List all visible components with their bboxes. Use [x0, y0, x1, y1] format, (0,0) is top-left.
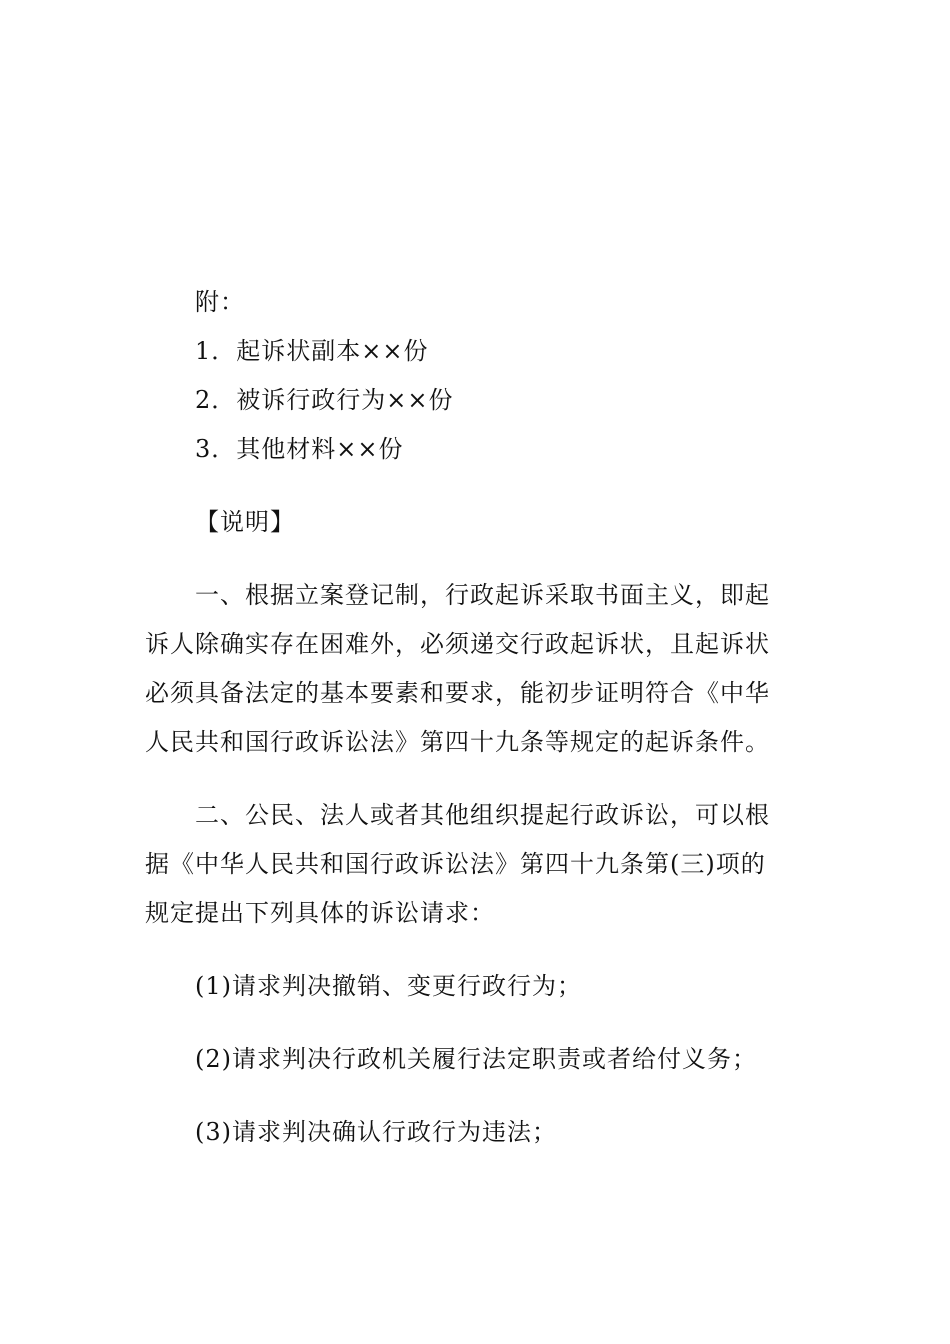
attachment-item: 2．被诉行政行为××份 [195, 386, 454, 414]
attachment-item: 3．其他材料××份 [195, 435, 404, 463]
request-item: (2)请求判决行政机关履行法定职责或者给付义务； [195, 1045, 757, 1073]
paragraph-line: 据《中华人民共和国行政诉讼法》第四十九条第(三)项的 [145, 850, 766, 878]
attachment-item: 1．起诉状副本××份 [195, 337, 429, 365]
request-item: (1)请求判决撤销、变更行政行为； [195, 972, 582, 1000]
attachments-heading: 附： [195, 288, 245, 316]
paragraph-line: 诉人除确实存在困难外，必须递交行政起诉状，且起诉状 [145, 630, 770, 658]
paragraph-line: 人民共和国行政诉讼法》第四十九条等规定的起诉条件。 [145, 728, 770, 756]
paragraph-line: 一、根据立案登记制，行政起诉采取书面主义，即起 [195, 581, 770, 609]
paragraph-line: 规定提出下列具体的诉讼请求： [145, 899, 495, 927]
explanation-heading: 【说明】 [195, 508, 295, 536]
paragraph-line: 二、公民、法人或者其他组织提起行政诉讼，可以根 [195, 801, 770, 829]
request-item: (3)请求判决确认行政行为违法； [195, 1118, 557, 1146]
paragraph-line: 必须具备法定的基本要素和要求，能初步证明符合《中华 [145, 679, 770, 707]
